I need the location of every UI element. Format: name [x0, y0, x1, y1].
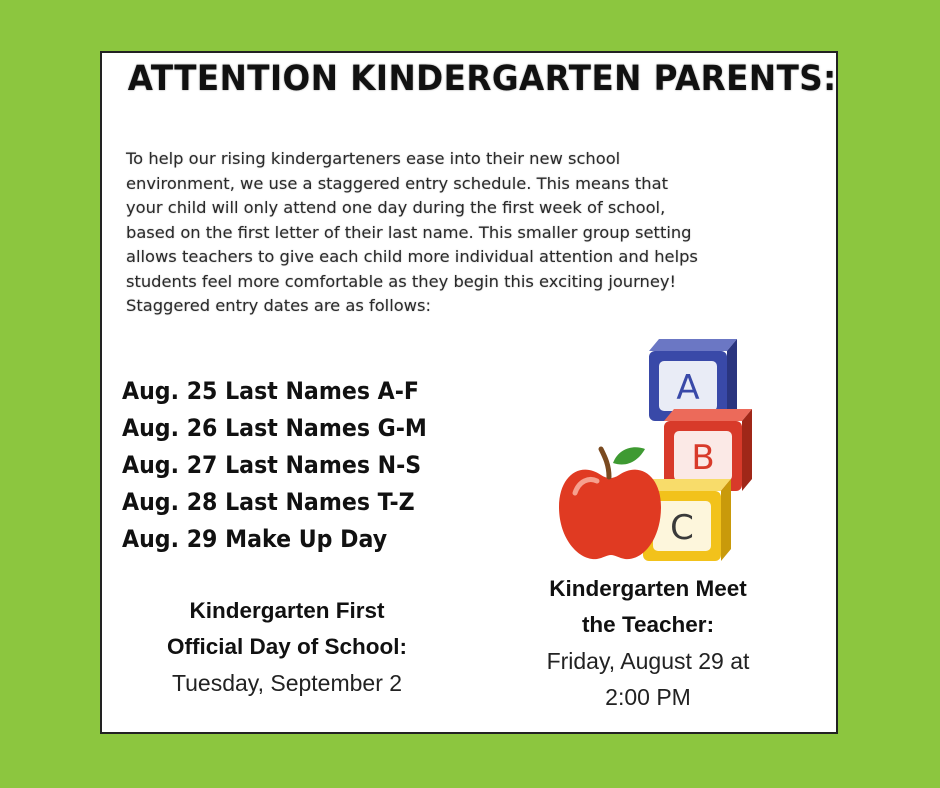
schedule-item: Aug. 29 Make Up Day	[122, 525, 388, 553]
block-b-icon	[664, 409, 752, 491]
schedule-item: Aug. 26 Last Names G-M	[122, 414, 427, 442]
intro-line: allows teachers to give each child more individual attention and helps	[126, 247, 698, 266]
entry-schedule-list	[122, 373, 482, 558]
abc-blocks-graphic	[557, 335, 757, 565]
intro-line: students feel more comfortable as they begin this exciting journey!	[126, 271, 677, 291]
meet-teacher-date-line2: 2:00 PM	[605, 684, 691, 710]
first-day-date: Tuesday, September 2	[171, 670, 403, 696]
meet-teacher-date-line1: Friday, August 29 at	[546, 648, 750, 674]
meet-teacher-heading-line1: Kindergarten Meet	[549, 576, 747, 601]
block-c-letter: C	[670, 508, 694, 548]
page-title: ATTENTION KINDERGARTEN PARENTS:	[127, 59, 837, 99]
first-day-heading-line2: Official Day of School:	[166, 634, 408, 659]
first-day-heading-line1: Kindergarten First	[189, 598, 385, 623]
schedule-item: Aug. 28 Last Names T-Z	[122, 488, 415, 516]
apple-leaf	[613, 447, 645, 464]
block-b-letter: B	[691, 438, 715, 478]
intro-line: environment, we use a staggered entry schedule. This means that	[126, 173, 668, 193]
block-a-icon	[649, 339, 737, 421]
first-day-info	[124, 593, 450, 701]
intro-line: based on the first letter of their last name. This smaller group setting	[126, 222, 692, 242]
meet-teacher-heading-line2: the Teacher:	[581, 612, 715, 637]
schedule-item: Aug. 25 Last Names A-F	[122, 377, 419, 405]
intro-line: To help our rising kindergarteners ease into their new school	[126, 149, 621, 168]
schedule-item: Aug. 27 Last Names N-S	[122, 451, 422, 479]
meet-teacher-info	[500, 571, 796, 715]
intro-line: your child will only attend one day during the first week of school,	[126, 198, 666, 217]
intro-paragraph	[126, 147, 826, 319]
announcement-card	[100, 51, 838, 734]
intro-line: Staggered entry dates are as follows:	[126, 296, 431, 315]
abc-blocks-apple-illustration	[557, 335, 757, 565]
block-a-letter: A	[676, 368, 700, 408]
apple-icon	[559, 447, 661, 559]
